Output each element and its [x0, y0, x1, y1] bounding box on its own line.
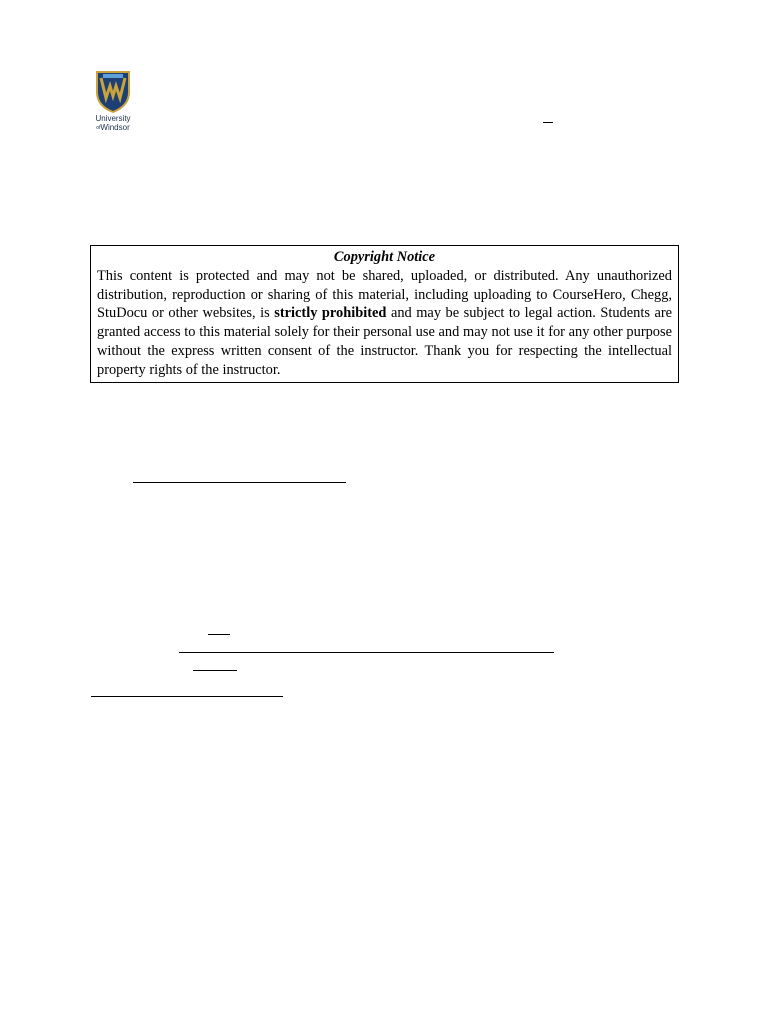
- header-underline: [543, 122, 553, 123]
- copyright-notice-title: Copyright Notice: [333, 249, 436, 265]
- blank-line-3: [179, 652, 554, 653]
- logo-wordmark: [88, 114, 138, 133]
- university-crest-icon: [95, 70, 131, 114]
- blank-line-5: [91, 696, 283, 697]
- university-logo: [88, 70, 138, 136]
- logo-windsor: Windsor: [100, 123, 130, 132]
- notice-text-part1: This content is protected and may not be shared, uploaded, or distributed. Any unauthorized distribution, reproduction or sharing of this material, including uploading to CourseHero, Chegg, StuDocu or other websites, is: [97, 267, 672, 322]
- logo-of: of: [96, 125, 101, 131]
- notice-text-part2: and may be subject to legal action. Students are granted access to this material solely for their personal use and may not use it for any other purpose without the express written consent of the instructor. Thank you for respecting the intellectual property rights of the instructor.: [97, 305, 673, 378]
- notice-bold-text: strictly prohibited: [274, 305, 387, 322]
- blank-line-4: [193, 670, 237, 671]
- logo-line-university: University: [95, 114, 131, 123]
- blank-line-1: [133, 482, 346, 483]
- copyright-notice-body: [97, 267, 672, 380]
- copyright-notice-box: [90, 245, 679, 383]
- blank-line-2: [208, 634, 230, 635]
- logo-line-windsor: [88, 123, 138, 133]
